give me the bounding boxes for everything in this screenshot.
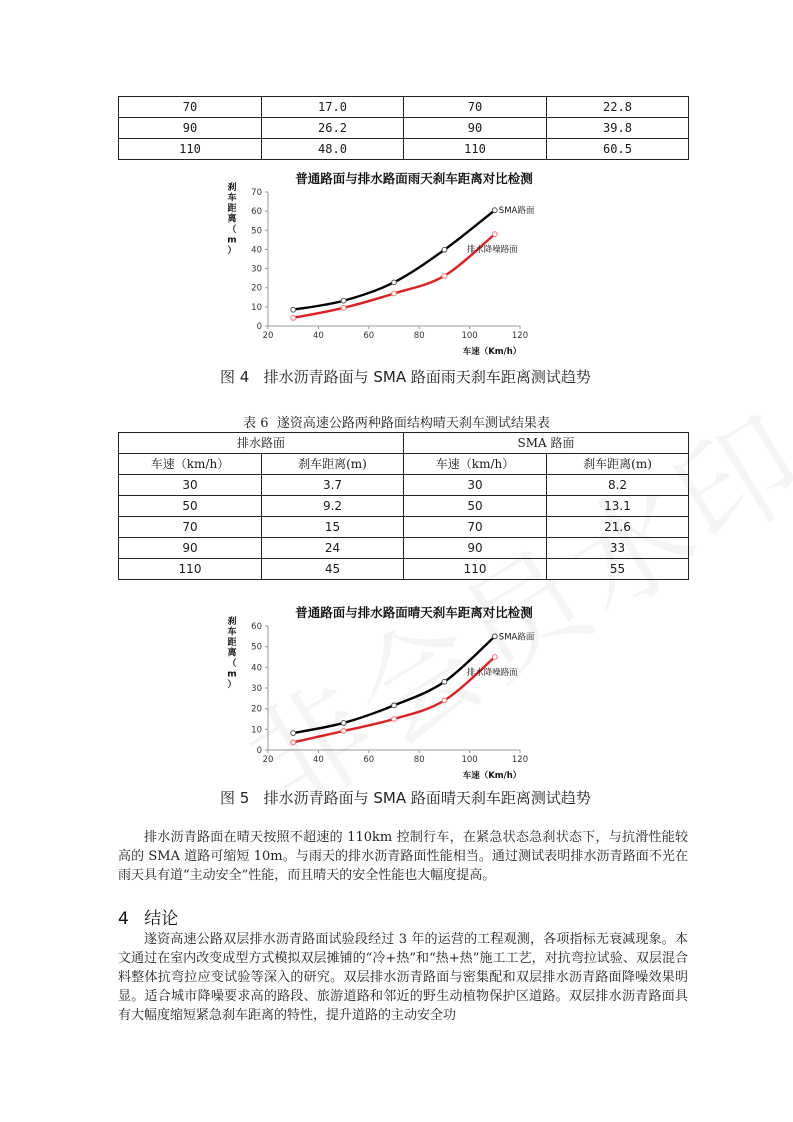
table-cell: 60.5 <box>547 139 689 160</box>
table-cell: 24 <box>262 538 404 559</box>
data-point <box>392 703 397 708</box>
data-point <box>442 247 447 252</box>
y-tick-label: 0 <box>256 746 262 756</box>
x-tick-label: 20 <box>262 755 274 765</box>
table-header-row <box>119 433 689 454</box>
table-cell: 110 <box>404 559 547 580</box>
data-point <box>341 298 346 303</box>
column-header: 刹车距离(m) <box>547 454 689 475</box>
y-tick-label: 40 <box>251 663 262 674</box>
table-cell: 9.2 <box>262 496 404 517</box>
data-point <box>492 655 497 660</box>
table-cell: 17.0 <box>262 97 404 118</box>
y-tick-label: 50 <box>251 642 262 653</box>
figure4-caption: 图 4 排水沥青路面与 SMA 路面雨天刹车距离测试趋势 <box>220 368 591 386</box>
y-tick-label: 50 <box>251 226 262 237</box>
table-cell: 50 <box>404 496 547 517</box>
x-tick-label: 20 <box>262 331 274 341</box>
series-label: 排水降噪路面 <box>466 245 518 256</box>
figure4-chart <box>222 168 592 358</box>
data-point <box>492 232 497 237</box>
table-cell: 33 <box>547 538 689 559</box>
table-row <box>119 559 689 580</box>
x-tick-label: 60 <box>363 331 375 341</box>
data-point <box>291 731 296 736</box>
data-point <box>492 208 497 213</box>
data-point <box>442 679 447 684</box>
table-row <box>119 139 689 160</box>
table-cell: 55 <box>547 559 689 580</box>
series-label: SMA路面 <box>498 632 535 643</box>
table-cell: 110 <box>119 559 262 580</box>
table-cell: 26.2 <box>262 118 404 139</box>
data-point <box>291 316 296 321</box>
table-cell: 70 <box>404 97 547 118</box>
data-point <box>442 273 447 278</box>
figure5-chart <box>222 602 592 786</box>
table-cell: 13.1 <box>547 496 689 517</box>
table-cell: 110 <box>119 139 262 160</box>
table-cell: 90 <box>119 538 262 559</box>
top-table-body <box>119 97 689 160</box>
table-cell: 50 <box>119 496 262 517</box>
table-cell: 30 <box>119 475 262 496</box>
y-axis-label: 刹车距离（ m ） <box>227 617 237 690</box>
x-tick-label: 120 <box>511 755 529 765</box>
table-row <box>119 517 689 538</box>
table-cell: 8.2 <box>547 475 689 496</box>
section-paragraph: 遂资高速公路双层排水沥青路面试验段经过 3 年的运营的工程观测，各项指标无衰减现象。本文通过在室内改变成型方式模拟双层摊铺的“冷+热”和“热+热”施工工艺，对抗弯拉试验、双层混合料整体抗弯拉应变试验等深入的研究。双层排水沥青路面与密集配和双层排水沥青路面降噪效果明显。适合城市降噪要求高的路段、旅游道路和邻近的野生动植物保护区道路。双层排水沥青路面具有大幅度缩短紧急刹车距离的特性，提升道路的主动安全功 <box>118 932 688 1023</box>
table-cell: 22.8 <box>547 97 689 118</box>
section-heading <box>118 904 178 929</box>
x-tick-label: 40 <box>312 331 324 341</box>
y-tick-label: 20 <box>251 704 262 715</box>
table-row <box>119 496 689 517</box>
series-line <box>293 657 495 742</box>
series-label: 排水降噪路面 <box>466 668 518 678</box>
data-point <box>291 307 296 312</box>
section-title: 结论 <box>144 909 179 929</box>
table-header-row <box>119 454 689 475</box>
data-point <box>492 634 497 639</box>
y-tick-label: 60 <box>251 207 262 218</box>
y-tick-label: 10 <box>251 302 262 313</box>
table-cell: 21.6 <box>547 517 689 538</box>
y-tick-label: 70 <box>251 188 262 198</box>
table-cell: 3.7 <box>262 475 404 496</box>
data-point <box>341 721 346 726</box>
table-cell: 39.8 <box>547 118 689 139</box>
table-cell: 90 <box>404 118 547 139</box>
x-axis-label: 车速（Km/h） <box>462 771 522 781</box>
data-point <box>442 698 447 703</box>
top-table <box>118 96 689 160</box>
column-header: 刹车距离(m) <box>262 454 404 475</box>
body-paragraph: 排水沥青路面在晴天按照不超速的 110km 控制行车，在紧急状态急刹状态下，与抗滑性能较高的 SMA 道路可缩短 10m。与雨天的排水沥青路面性能相当。通过测试表明排水沥青路面不光在雨天具有道“主动安全”性能，而且晴天的安全性能也大幅度提高。 <box>118 830 688 883</box>
x-tick-label: 120 <box>511 331 529 341</box>
table-cell: 90 <box>404 538 547 559</box>
chart-title: 普通路面与排水路面晴天刹车距离对比检测 <box>295 605 533 620</box>
data-point <box>291 740 296 745</box>
x-axis-label: 车速（Km/h） <box>462 347 522 357</box>
y-tick-label: 40 <box>251 245 262 256</box>
table-row <box>119 118 689 139</box>
data-point <box>392 717 397 722</box>
x-tick-label: 100 <box>461 755 478 765</box>
table-cell: 48.0 <box>262 139 404 160</box>
data-point <box>341 729 346 734</box>
table-row <box>119 475 689 496</box>
figure5-caption: 图 5 排水沥青路面与 SMA 路面晴天刹车距离测试趋势 <box>220 789 591 807</box>
y-tick-label: 0 <box>256 322 262 332</box>
column-header: 车速（km/h） <box>119 454 262 475</box>
x-tick-label: 80 <box>413 755 425 765</box>
table-cell: 70 <box>119 97 262 118</box>
y-tick-label: 20 <box>251 283 262 294</box>
table-cell: 30 <box>404 475 547 496</box>
group-header-drainage: 排水路面 <box>119 433 404 454</box>
chart-title: 普通路面与排水路面雨天刹车距离对比检测 <box>295 171 533 186</box>
table-row <box>119 538 689 559</box>
table-cell: 70 <box>404 517 547 538</box>
data-point <box>341 305 346 310</box>
table-cell: 15 <box>262 517 404 538</box>
table6 <box>118 432 689 580</box>
x-tick-label: 100 <box>461 331 478 341</box>
y-tick-label: 30 <box>251 264 262 275</box>
table6-body <box>119 433 689 580</box>
y-tick-label: 10 <box>251 725 262 736</box>
y-tick-label: 30 <box>251 684 262 694</box>
x-tick-label: 60 <box>363 755 375 765</box>
section-number: 4 <box>118 909 129 929</box>
series-label: SMA路面 <box>498 206 535 217</box>
table-cell: 45 <box>262 559 404 580</box>
table-cell: 110 <box>404 139 547 160</box>
group-header-sma: SMA 路面 <box>404 433 689 454</box>
column-header: 车速（km/h） <box>404 454 547 475</box>
y-tick-label: 60 <box>251 622 262 632</box>
y-axis-label: 刹车距离（ m ） <box>227 183 237 256</box>
table-cell: 70 <box>119 517 262 538</box>
x-tick-label: 80 <box>413 331 425 341</box>
table6-title: 表 6 遂资高速公路两种路面结构晴天刹车测试结果表 <box>243 416 550 431</box>
data-point <box>392 280 397 285</box>
table-row <box>119 97 689 118</box>
x-tick-label: 40 <box>312 755 324 765</box>
table-cell: 90 <box>119 118 262 139</box>
data-point <box>392 291 397 296</box>
